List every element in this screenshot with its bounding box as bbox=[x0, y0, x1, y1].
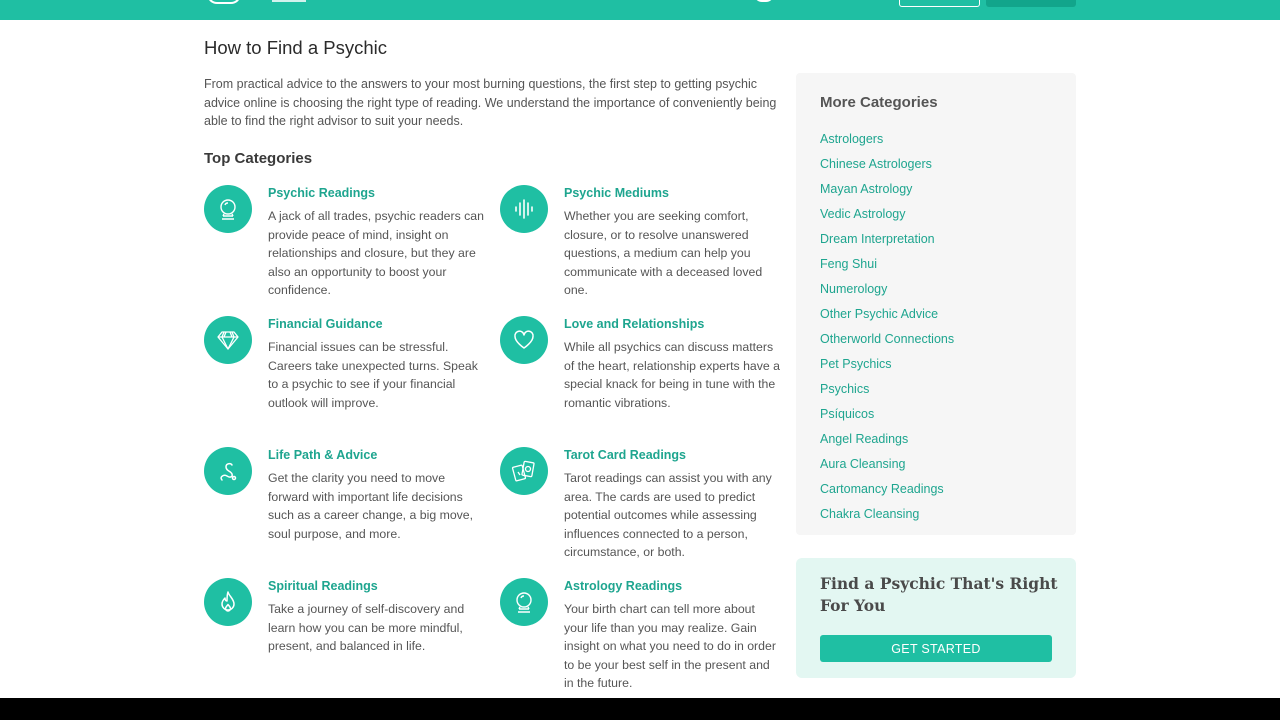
top-nav-bar bbox=[0, 0, 1280, 20]
category-link[interactable]: Angel Readings bbox=[820, 432, 909, 446]
intro-text: From practical advice to the answers to your most burning questions, the first step to getting psychic advice online is choosing the right type of reading. We understand the importance of conveniently being able to find the right advisor to suit your needs. bbox=[204, 77, 777, 129]
more-categories-list bbox=[820, 127, 954, 527]
category-title[interactable]: Financial Guidance bbox=[268, 317, 383, 331]
crystal-ball-icon bbox=[204, 185, 252, 233]
flame-icon bbox=[204, 578, 252, 626]
category-description: Whether you are seeking comfort, closure, or to resolve unanswered questions, a medium can help you communicate with a deceased loved one. bbox=[564, 209, 763, 297]
category-link[interactable]: Feng Shui bbox=[820, 257, 877, 271]
bottom-bar bbox=[0, 698, 1280, 720]
category-description: Get the clarity you need to move forward with important life decisions such as a career change, a big move, soul purpose, and more. bbox=[268, 471, 474, 541]
find-psychic-cta bbox=[796, 558, 1076, 678]
category-description: While all psychics can discuss matters of the heart, relationship experts have a special knack for being in tune with the romantic vibrations. bbox=[564, 340, 781, 410]
category-title[interactable]: Love and Relationships bbox=[564, 317, 705, 331]
category-title[interactable]: Tarot Card Readings bbox=[564, 448, 687, 462]
category-description: A jack of all trades, psychic readers can provide peace of mind, insight on relationships and closure, but they are also an opportunity to boost your confidence. bbox=[268, 209, 484, 297]
heart-icon bbox=[500, 316, 548, 364]
top-categories-heading: Top Categories bbox=[204, 150, 313, 168]
category-description: Your birth chart can tell more about your life than you may realize. Gain insight on what you need to do in order to be your best self in the present and in the future. bbox=[564, 602, 776, 690]
sound-wave-icon bbox=[500, 185, 548, 233]
category-link[interactable]: Chakra Cleansing bbox=[820, 507, 920, 521]
category-description: Financial issues can be stressful. Careers take unexpected turns. Speak to a psychic to see if your financial outlook will improve. bbox=[268, 340, 478, 410]
category-link[interactable]: Psíquicos bbox=[820, 407, 875, 421]
tarot-cards-icon bbox=[500, 447, 548, 495]
category-link[interactable]: Otherworld Connections bbox=[820, 332, 955, 346]
category-link[interactable]: Pet Psychics bbox=[820, 357, 892, 371]
diamond-icon bbox=[204, 316, 252, 364]
more-categories-heading: More Categories bbox=[820, 94, 938, 111]
category-title[interactable]: Life Path & Advice bbox=[268, 448, 378, 462]
category-link[interactable]: Mayan Astrology bbox=[820, 182, 913, 196]
sign-in-button[interactable] bbox=[899, 0, 980, 7]
category-link[interactable]: Vedic Astrology bbox=[820, 207, 906, 221]
main-content bbox=[204, 36, 780, 169]
path-icon bbox=[204, 447, 252, 495]
category-description: Take a journey of self-discovery and learn how you can be more mindful, present, and balanced in life. bbox=[268, 602, 465, 653]
category-link[interactable]: Aura Cleansing bbox=[820, 457, 906, 471]
more-categories-panel bbox=[796, 73, 1076, 535]
category-title[interactable]: Psychic Mediums bbox=[564, 186, 669, 200]
category-link[interactable]: Numerology bbox=[820, 282, 888, 296]
category-title[interactable]: Spiritual Readings bbox=[268, 579, 378, 593]
category-link[interactable]: Psychics bbox=[820, 382, 870, 396]
category-link[interactable]: Astrologers bbox=[820, 132, 884, 146]
page-title: How to Find a Psychic bbox=[204, 37, 388, 58]
account-icon[interactable] bbox=[754, 0, 774, 2]
logo-wordmark[interactable] bbox=[272, 0, 306, 2]
category-link[interactable]: Cartomancy Readings bbox=[820, 482, 944, 496]
sign-up-button[interactable] bbox=[986, 0, 1076, 7]
category-link[interactable]: Other Psychic Advice bbox=[820, 307, 939, 321]
cta-title: Find a Psychic That's Right For You bbox=[820, 574, 1058, 615]
category-description: Tarot readings can assist you with any area. The cards are used to predict potential outcomes while assessing influences connected to a person, circumstance, or both. bbox=[564, 471, 772, 559]
logo-icon[interactable] bbox=[207, 0, 241, 4]
category-title[interactable]: Astrology Readings bbox=[564, 579, 683, 593]
get-started-button[interactable]: GET STARTED bbox=[820, 635, 1052, 662]
category-link[interactable]: Chinese Astrologers bbox=[820, 157, 932, 171]
crystal-ball-icon bbox=[500, 578, 548, 626]
category-link[interactable]: Dream Interpretation bbox=[820, 232, 935, 246]
category-title[interactable]: Psychic Readings bbox=[268, 186, 375, 200]
